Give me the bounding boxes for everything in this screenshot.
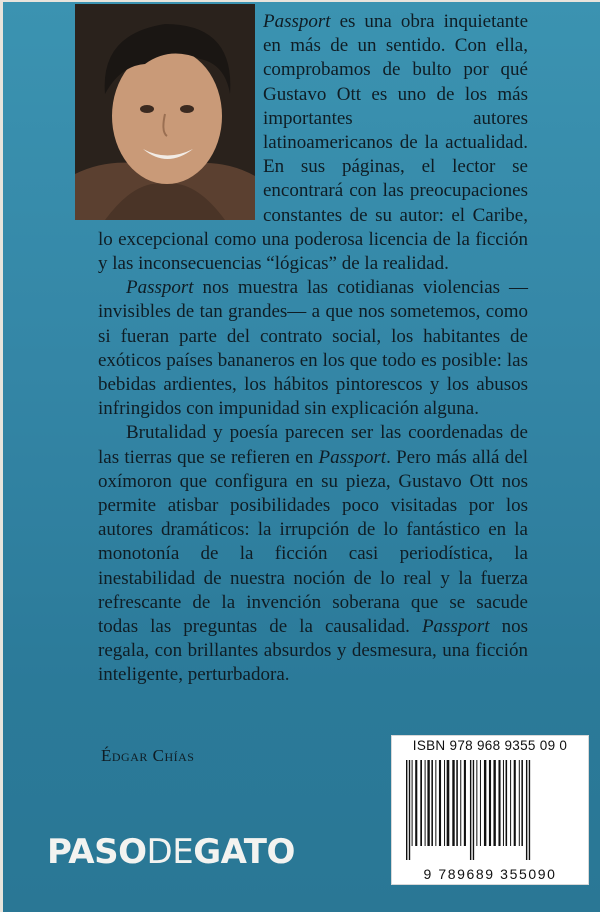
barcode-bar — [464, 760, 466, 846]
barcode-bar — [415, 760, 417, 846]
barcode-bar — [456, 760, 458, 846]
blurb-paragraph-1 — [98, 10, 528, 276]
title-italic: Passport — [421, 616, 490, 638]
barcode-bar — [503, 760, 504, 846]
author-signature: Édgar Chías — [101, 746, 195, 765]
barcode-bar — [439, 760, 441, 846]
barcode-bar — [435, 760, 436, 846]
barcode-bar — [519, 760, 520, 846]
barcode-bar — [526, 760, 527, 860]
publisher-logo — [47, 832, 295, 872]
title-italic: Passport — [318, 446, 387, 468]
paragraph-text: . Pero más allá del oxímoron que configura en su pieza, Gustavo Ott nos permite atisbar posibilidades poco visitadas por los autores dramáticos: la irrupción de lo fantástico en la monotonía de la ficción casi periodística, la inestabilidad de nuestra noción de lo real y la fuerza refrescante de la invención soberana que se sacude todas las preguntas de la causalidad. — [98, 446, 528, 638]
barcode-bar — [506, 760, 508, 846]
blurb-paragraph-3 — [98, 421, 528, 687]
barcode-bar — [406, 760, 407, 860]
logo-part-de: DE — [146, 832, 194, 872]
barcode-bar — [476, 760, 477, 846]
blurb-text — [98, 10, 528, 688]
barcode-digits: 9 789689 355090 — [423, 866, 557, 882]
barcode-bar — [447, 760, 450, 846]
barcode-bars — [398, 760, 584, 868]
logo-part-paso: PASO — [47, 832, 147, 872]
title-italic: Passport — [263, 11, 331, 32]
barcode-bar — [427, 760, 429, 846]
barcode-bar — [425, 760, 426, 846]
barcode-bar — [452, 760, 454, 846]
paragraph-text: nos regala, con brillantes absurdos y desmesura, una ficción inteligente, perturbadora. — [98, 616, 528, 686]
paragraph-text: nos muestra las cotidianas violencias —invisibles de tan grandes— a que nos sometemos, como si fueran parte del contrato social, los habitantes de exóticos países bananeros en los que todo es posible: las bebidas ardientes, los hábitos pintorescos y los abusos infringidos con impunidad sin explicación alguna. — [98, 277, 528, 420]
barcode-bar — [514, 760, 516, 846]
isbn-label: ISBN 978 968 9355 09 0 — [412, 738, 568, 753]
logo-part-gato: GATO — [193, 832, 295, 872]
blurb-paragraph-2 — [98, 276, 528, 421]
paragraph-text: Brutalidad y poesía parecen ser las coordenadas de las tierras que se refieren en — [98, 422, 528, 468]
barcode-bar — [409, 760, 410, 860]
barcode-bar — [420, 760, 422, 846]
barcode-bar — [480, 760, 481, 846]
title-italic: Passport — [126, 277, 194, 299]
barcode-bar — [444, 760, 445, 846]
barcode-bar — [529, 760, 530, 860]
barcode-bar — [521, 760, 523, 846]
barcode-bar — [493, 760, 495, 846]
paragraph-text: es una obra inquietante en más de un sentido. Con ella, comprobamos de bulto por qué Gustavo Ott es uno de los más importantes autores latinoamericanos de la actualidad. En sus páginas, el lector se encontrará con las preocupaciones constantes de su autor: el Caribe, lo excepcional como una poderosa licencia de la ficción y las inconsecuencias “lógicas” de la realidad. — [98, 11, 528, 275]
barcode-bar — [473, 760, 474, 860]
barcode-bar — [412, 760, 413, 846]
photo-wrap-space — [98, 10, 263, 224]
barcode-bar — [489, 760, 491, 846]
barcode-bar — [484, 760, 486, 846]
barcode-bar — [431, 760, 433, 846]
barcode-bar — [470, 760, 471, 860]
barcode-bar — [460, 760, 461, 846]
barcode-bar — [498, 760, 500, 846]
barcode-bar — [510, 760, 511, 846]
isbn-barcode — [391, 735, 589, 885]
